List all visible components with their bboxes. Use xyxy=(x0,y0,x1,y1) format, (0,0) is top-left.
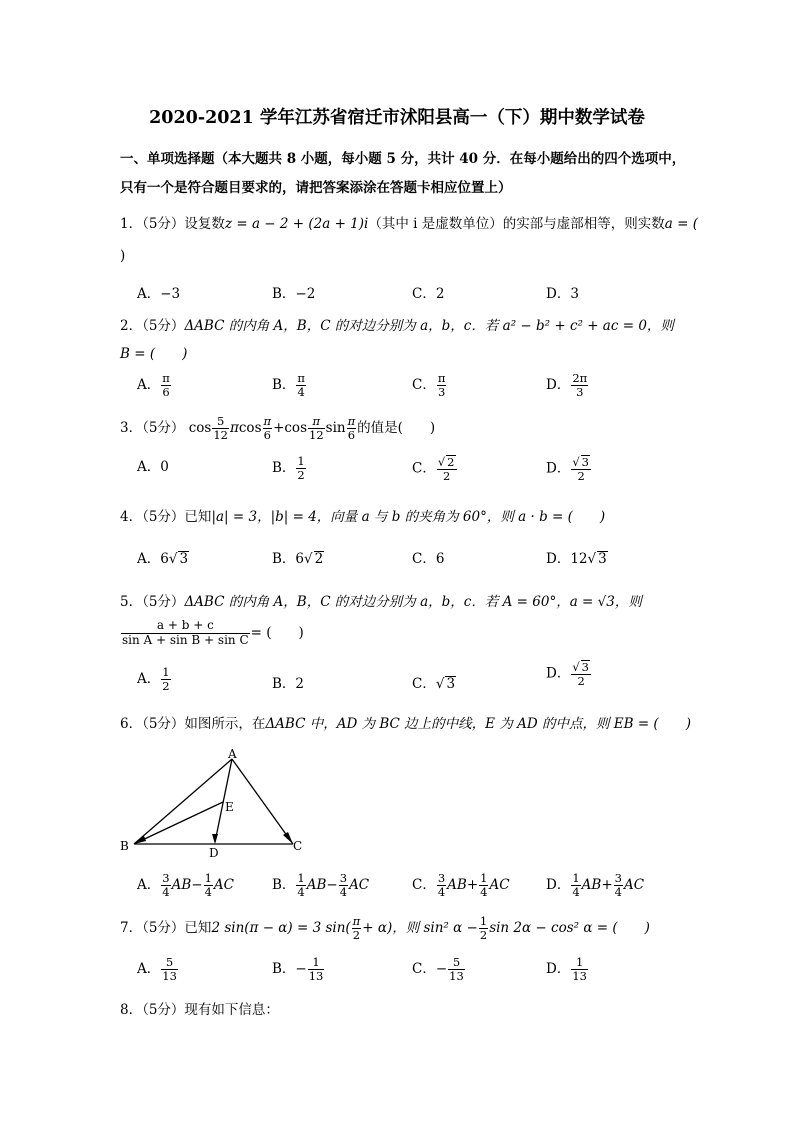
q5-line2 xyxy=(120,619,304,648)
q6-text: ΔABC 中，AD 为 BC 边上的中线，E 为 AD 的中点，则 EB = ( ) xyxy=(265,716,691,732)
sign: − xyxy=(435,961,448,978)
numerator: 5 xyxy=(161,956,178,970)
numerator: 5 xyxy=(448,956,465,970)
option-label: C． xyxy=(412,460,436,477)
question-6 xyxy=(120,712,691,732)
denominator: sin A + sin B + sin C xyxy=(122,632,249,647)
q5-text: ΔABC 的内角 A，B，C 的对边分别为 a，b，c．若 A = 60°，a = √3，则 xyxy=(184,594,642,610)
numerator: 2 xyxy=(447,455,455,469)
arrow-at-c xyxy=(283,832,293,844)
q1-tail: a = ( xyxy=(664,216,698,232)
fraction xyxy=(296,455,305,482)
fraction: $\frac{√ 3}{2}$ xyxy=(572,455,589,484)
q4-option-d[interactable]: D．12√ 3 xyxy=(546,551,607,567)
option-label: D． xyxy=(546,460,571,477)
label-b: B xyxy=(120,839,129,853)
q5-option-a[interactable]: A． $\frac{1}{2}$ xyxy=(137,665,170,694)
q1-text: （其中 i 是虚数单位）的实部与虚部相等，则实数 xyxy=(368,216,665,232)
numerator: 3 xyxy=(614,871,622,885)
side-ac xyxy=(232,759,293,844)
q5-option-b[interactable]: B．2 xyxy=(272,676,305,692)
q2-option-c[interactable] xyxy=(412,372,447,399)
q7-prefix: 7．（5分）已知 xyxy=(120,920,212,937)
denominator: 4 xyxy=(297,385,305,400)
q6-option-d[interactable]: D． $\frac{1}{4}$ AB+ $\frac{3}{4}$ AC xyxy=(546,871,645,900)
numerator: 1 xyxy=(204,871,212,885)
q2-option-a[interactable] xyxy=(137,372,172,399)
denominator: 6 xyxy=(162,385,170,400)
q3-expression: cos $\frac{5}{12}$ πcos $\frac{\pi}{6}$ +cos $\frac{\pi}{12}$ sin $\frac{\pi}{6}$ xyxy=(188,414,356,443)
exam-title: 2020-2021 学年江苏省宿迁市沭阳县高一（下）期中数学试卷 xyxy=(149,108,645,128)
question-2 xyxy=(120,314,674,334)
operator: + xyxy=(601,877,613,894)
denominator: 13 xyxy=(308,969,324,984)
option-label: D． xyxy=(546,961,571,978)
label-c: C xyxy=(293,839,303,853)
q2-line2 xyxy=(120,342,187,362)
q4-option-c[interactable]: C．6 xyxy=(412,551,445,567)
q5-tail: = ( ) xyxy=(250,624,304,641)
vector: AC xyxy=(349,877,370,894)
q4-prefix: 4．（5分）已知 xyxy=(120,509,212,525)
denominator: 13 xyxy=(572,969,587,984)
option-label: B． xyxy=(272,961,296,978)
q6-option-b[interactable]: B． $\frac{1}{4}$ AB− $\frac{3}{4}$ AC xyxy=(272,871,370,900)
option-label: A． xyxy=(137,671,161,688)
numerator: a + b + c xyxy=(121,619,250,634)
q6-option-a[interactable]: A． $\frac{3}{4}$ AB− $\frac{1}{4}$ AC xyxy=(137,871,234,900)
fraction xyxy=(571,372,588,399)
numerator: 1 xyxy=(308,956,325,970)
numerator: 1 xyxy=(572,871,580,885)
operator: − xyxy=(326,877,338,894)
operator: + xyxy=(466,877,479,894)
denominator: 3 xyxy=(576,385,584,400)
question-4 xyxy=(120,505,605,525)
label-a: A xyxy=(228,747,237,761)
q6-option-c[interactable]: C． $\frac{3}{4}$ AB+ $\frac{1}{4}$ AC xyxy=(412,871,510,900)
denominator: 13 xyxy=(449,969,464,984)
q1-option-b[interactable]: B．−2 xyxy=(272,286,316,302)
denominator: 2 xyxy=(443,469,451,484)
vector: AB xyxy=(306,877,327,894)
option-label: D． xyxy=(546,877,571,894)
q6-prefix: 6．（5分）如图所示，在 xyxy=(120,716,266,732)
numerator: 3 xyxy=(162,871,170,885)
segment-eb xyxy=(136,802,223,843)
numerator: π xyxy=(162,371,170,385)
option-label: A．6 xyxy=(137,551,169,567)
arrow-at-b xyxy=(134,836,146,844)
q2-text: ΔABC 的内角 A，B，C 的对边分别为 a，b，c．若 a² − b² + c² + ac = 0，则 xyxy=(184,318,674,334)
q2-prefix: 2．（5分） xyxy=(120,318,185,334)
fraction xyxy=(296,372,306,399)
vector: AC xyxy=(213,877,234,894)
denominator: 2 xyxy=(297,468,305,483)
numerator: 1 xyxy=(297,871,305,885)
q1-expression: z = a − 2 + (2a + 1)i xyxy=(224,216,369,232)
question-8: 8．（5分）现有如下信息： xyxy=(120,1002,279,1018)
q3-option-a[interactable]: A．0 xyxy=(137,459,169,475)
operator: − xyxy=(191,877,203,894)
option-label: B．6 xyxy=(272,551,305,567)
q1-prefix: 1．（5分）设复数 xyxy=(120,216,225,232)
numerator: 1 xyxy=(571,956,588,970)
q7-option-a[interactable] xyxy=(137,956,179,983)
q1-option-a[interactable]: A．−3 xyxy=(137,286,181,302)
option-label: A． xyxy=(137,961,161,978)
option-label: B． xyxy=(272,877,296,894)
option-label: A． xyxy=(137,377,161,394)
q7-text2: + α)，则 sin² α − xyxy=(362,920,478,937)
numerator: 3 xyxy=(581,455,589,469)
question-1 xyxy=(120,212,698,232)
q7-option-b[interactable] xyxy=(272,956,325,983)
label-e: E xyxy=(225,800,234,814)
q3-option-d[interactable] xyxy=(546,455,592,483)
numerator: 2π xyxy=(572,371,588,385)
q1-line2: ) xyxy=(120,248,126,264)
denominator: 13 xyxy=(162,969,177,984)
q7-text1: 2 sin(π − α) = 3 sin( xyxy=(211,920,351,937)
numerator: 1 xyxy=(297,454,305,468)
q4-text: |a| = 3，|b| = 4，向量 a 与 b 的夹角为 60°，则 a · b = ( ) xyxy=(211,509,606,525)
q5-fraction xyxy=(121,619,250,648)
q3-option-c[interactable] xyxy=(412,455,458,483)
q7-option-d[interactable] xyxy=(546,956,589,983)
option-label: C． xyxy=(412,676,436,692)
vector: AC xyxy=(623,877,645,894)
question-3 xyxy=(120,415,435,442)
option-label: C． xyxy=(412,961,436,978)
q7-option-c[interactable] xyxy=(412,956,466,983)
vector: AB xyxy=(447,877,467,894)
option-label: C． xyxy=(412,377,436,394)
q4-option-a[interactable]: A．6√ 3 xyxy=(137,551,189,567)
option-label: B． xyxy=(272,460,296,477)
numerator: 1 xyxy=(480,871,488,885)
vector: AB xyxy=(581,877,602,894)
numerator: π xyxy=(437,371,446,385)
label-d: D xyxy=(209,846,219,860)
q2-line2-text: B = ( ) xyxy=(120,346,188,362)
numerator: 3 xyxy=(339,871,348,885)
question-7: 7．（5分）已知2 sin(π − α) = 3 sin( $\frac{\pi}{2}$ + α)，则 sin² α − $\frac{1}{2}$ sin 2α − cos² α = ( ) xyxy=(120,914,650,943)
q1-option-d[interactable]: D．3 xyxy=(546,286,579,302)
q1-option-c[interactable]: C．2 xyxy=(412,286,445,302)
q7-text3: sin 2α − cos² α = ( ) xyxy=(489,920,650,937)
vector: AC xyxy=(489,877,510,894)
option-label: A． xyxy=(137,877,161,894)
numerator: π xyxy=(297,371,305,385)
option-label: B． xyxy=(272,377,296,394)
q5-option-d[interactable]: D． $\frac{√ 3}{2}$ xyxy=(546,660,589,689)
option-label: D． xyxy=(546,377,571,394)
q5-prefix: 5．（5分） xyxy=(120,594,185,610)
vector: AB xyxy=(171,877,192,894)
option-label: D． xyxy=(546,665,571,682)
q3-suffix: 的值是( ) xyxy=(357,420,436,437)
arrow-at-d xyxy=(212,834,218,844)
option-label: D．12 xyxy=(546,551,588,567)
numerator: 3 xyxy=(437,871,446,885)
q2-option-b[interactable] xyxy=(272,372,307,399)
option-label: C． xyxy=(412,877,436,894)
q4-option-b[interactable]: B．6√ 2 xyxy=(272,551,324,567)
fraction xyxy=(161,372,171,399)
q3-prefix: 3．（5分） xyxy=(120,420,185,437)
fraction: $\frac{√ 2}{2}$ xyxy=(437,455,455,484)
q5-option-c[interactable]: C．√ 3 xyxy=(412,676,456,692)
triangle-figure xyxy=(118,745,318,860)
q3-option-b[interactable] xyxy=(272,455,307,482)
question-5 xyxy=(120,590,642,610)
denominator: 3 xyxy=(437,385,446,400)
denominator: 2 xyxy=(577,469,585,484)
q2-option-d[interactable] xyxy=(546,372,589,399)
sign: − xyxy=(295,961,307,978)
section-header-line1: 一、单项选择题（本大题共 8 小题，每小题 5 分，共计 40 分．在每小题给出的四个选项中， xyxy=(120,151,686,167)
fraction xyxy=(437,372,447,399)
section-header-line2: 只有一个是符合题目要求的，请把答案添涂在答题卡相应位置上） xyxy=(120,180,512,196)
